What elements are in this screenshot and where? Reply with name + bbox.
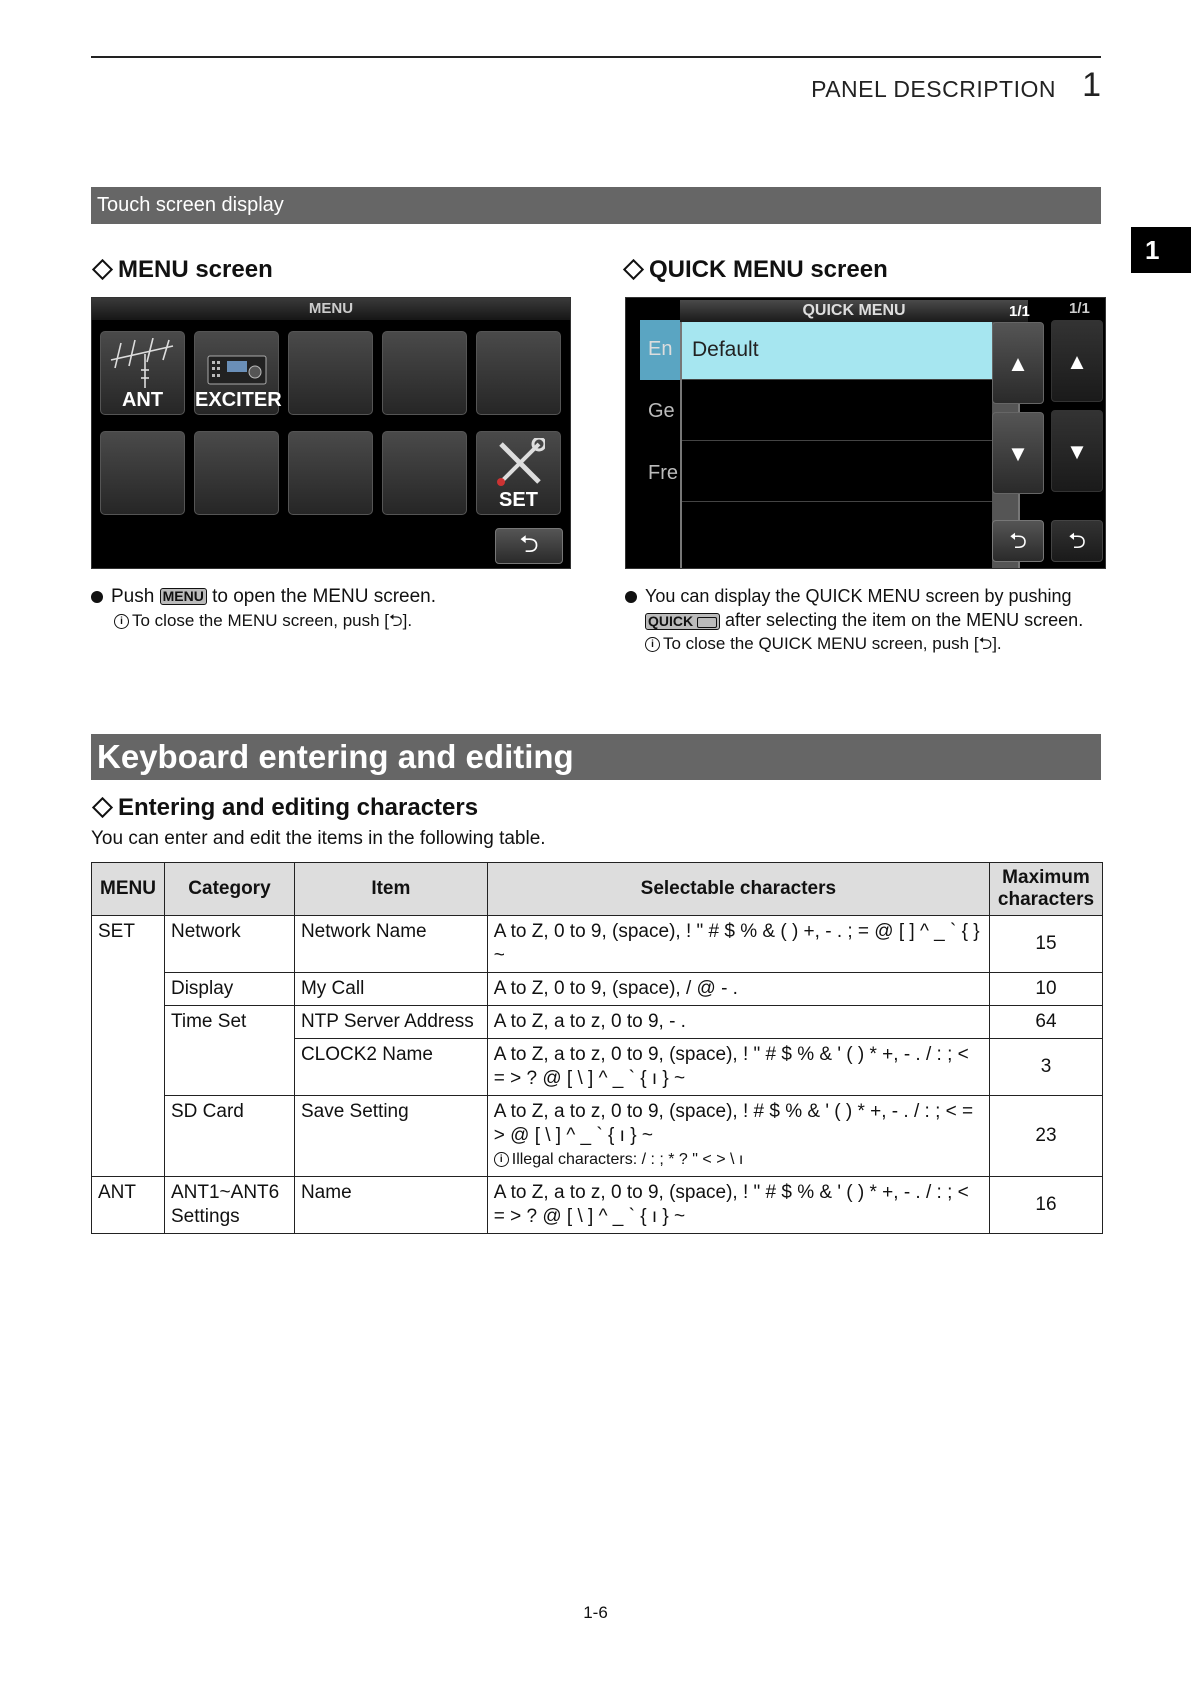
tools-icon: [495, 438, 545, 488]
return-icon: ⮌: [519, 531, 539, 558]
table-header-row: [92, 863, 1103, 916]
quick-menu-bullet-cont: QUICK after selecting the item on the MENU screen.: [645, 608, 1083, 632]
page-indicator-outer: 1/1: [1069, 300, 1090, 317]
col-header-menu: MENU: [92, 863, 165, 916]
scroll-up-button-bg: ▲: [1051, 320, 1103, 402]
col-header-chars: Selectable characters: [487, 863, 989, 916]
intro-text: You can enter and edit the items in the following table.: [91, 828, 546, 849]
down-arrow-icon: ▼: [1007, 441, 1029, 466]
tile-label: ANT: [121, 389, 164, 411]
quick-menu-item[interactable]: [682, 441, 992, 502]
menu-tile-empty[interactable]: [288, 431, 373, 515]
page-section-title: PANEL DESCRIPTION: [811, 76, 1056, 102]
scroll-down-button-bg: ▼: [1051, 410, 1103, 492]
menu-tile-ant[interactable]: [100, 331, 185, 415]
quick-menu-item[interactable]: [682, 380, 992, 441]
chapter-number: 1: [1082, 66, 1101, 104]
return-icon: ⮌: [1009, 528, 1027, 553]
antenna-icon: [107, 338, 179, 390]
menu-tile-empty[interactable]: [100, 431, 185, 515]
menu-bullet: Push MENU to open the MENU screen.: [91, 585, 436, 609]
table-row: SET Network Network Name A to Z, 0 to 9, (space), ! " # $ % & ( ) +, - . ; = @ [ ] ^ _ ` { } ~ 15: [92, 916, 1103, 973]
scroll-down-button[interactable]: [992, 412, 1044, 494]
info-icon: i: [645, 637, 660, 652]
quick-key: QUICK: [645, 613, 720, 630]
page-indicator: 1/1: [1009, 303, 1030, 320]
menu-tile-exciter[interactable]: [194, 331, 282, 415]
menu-key: MENU: [160, 588, 207, 605]
return-icon: ⮌: [978, 634, 993, 653]
table-row: Display My Call A to Z, 0 to 9, (space), / @ - . 10: [92, 973, 1103, 1006]
editing-subheading: Entering and editing characters: [91, 794, 478, 822]
quick-key-icon: [697, 617, 717, 628]
info-icon: i: [114, 614, 129, 629]
bg-row-label: Ge: [648, 400, 675, 422]
col-header-max: Maximum characters: [989, 863, 1102, 916]
menu-screen: [91, 297, 571, 569]
touch-section-title: Touch screen display: [91, 187, 1101, 224]
menu-tile-set[interactable]: [476, 431, 561, 515]
col-header-category: Category: [164, 863, 294, 916]
table-row: ANT ANT1~ANT6 Settings Name A to Z, a to z, 0 to 9, (space), ! " # $ % & ' ( ) * +, - . / : ; < = > ? @ [ \ ] ^ _ ` { ı } ~ 16: [92, 1177, 1103, 1234]
transceiver-icon: [207, 352, 267, 386]
quick-menu-item-default[interactable]: Default: [682, 322, 992, 380]
character-table: [91, 862, 1103, 1234]
table-row: CLOCK2 Name A to Z, a to z, 0 to 9, (space), ! " # $ % & ' ( ) * +, - . / : ; < = > ? @ [ \ ] ^ _ ` { ı } ~ 3: [92, 1039, 1103, 1096]
menu-tile-empty[interactable]: [382, 431, 467, 515]
quick-menu-heading: QUICK MENU screen: [622, 256, 888, 284]
quick-menu-bullet: You can display the QUICK MENU screen by pushing: [625, 584, 1072, 608]
menu-title-bar: MENU: [92, 298, 570, 320]
keyboard-section-title: Keyboard entering and editing: [91, 734, 1101, 780]
diamond-icon: [92, 797, 113, 818]
info-icon: i: [494, 1152, 509, 1167]
page-number: 1-6: [583, 1603, 608, 1622]
quick-menu-title-bar: QUICK MENU: [680, 300, 1028, 322]
header-rule: [91, 56, 1101, 58]
return-button-bg: ⮌: [1051, 520, 1103, 562]
diamond-icon: [92, 259, 113, 280]
quick-menu-item[interactable]: [682, 502, 992, 563]
bg-row-label: En: [648, 338, 673, 360]
menu-close-note: i To close the MENU screen, push [⮌].: [114, 609, 412, 632]
chapter-tab[interactable]: 1: [1131, 227, 1191, 273]
return-button[interactable]: [495, 528, 563, 564]
tile-label: EXCITER: [195, 389, 282, 411]
menu-tile-empty[interactable]: [194, 431, 279, 515]
menu-tile-empty[interactable]: [476, 331, 561, 415]
scroll-up-button[interactable]: [992, 322, 1044, 404]
illegal-chars-note: i Illegal characters: / : ; * ? " < > \ ı: [494, 1148, 983, 1172]
up-arrow-icon: ▲: [1007, 351, 1029, 376]
diamond-icon: [623, 259, 644, 280]
return-button[interactable]: [992, 520, 1044, 562]
table-row: SD Card Save Setting A to Z, a to z, 0 to 9, (space), ! # $ % & ' ( ) * +, - . / : ; < = > @ [ \ ] ^ _ ` { ı } ~ i Illegal characters: / : ; * ? " < > \ ı 23: [92, 1096, 1103, 1177]
menu-screen-heading: MENU screen: [91, 256, 273, 284]
menu-tile-empty[interactable]: [382, 331, 467, 415]
quick-menu-screen: [625, 297, 1106, 569]
tile-label: SET: [499, 489, 538, 511]
table-row: Time Set NTP Server Address A to Z, a to z, 0 to 9, - . 64: [92, 1006, 1103, 1039]
return-icon: ⮌: [389, 611, 403, 630]
menu-tile-empty[interactable]: [288, 331, 373, 415]
bg-row-label: Fre: [648, 462, 678, 484]
quick-menu-close-note: i To close the QUICK MENU screen, push [⮌].: [645, 632, 1002, 655]
col-header-item: Item: [294, 863, 487, 916]
